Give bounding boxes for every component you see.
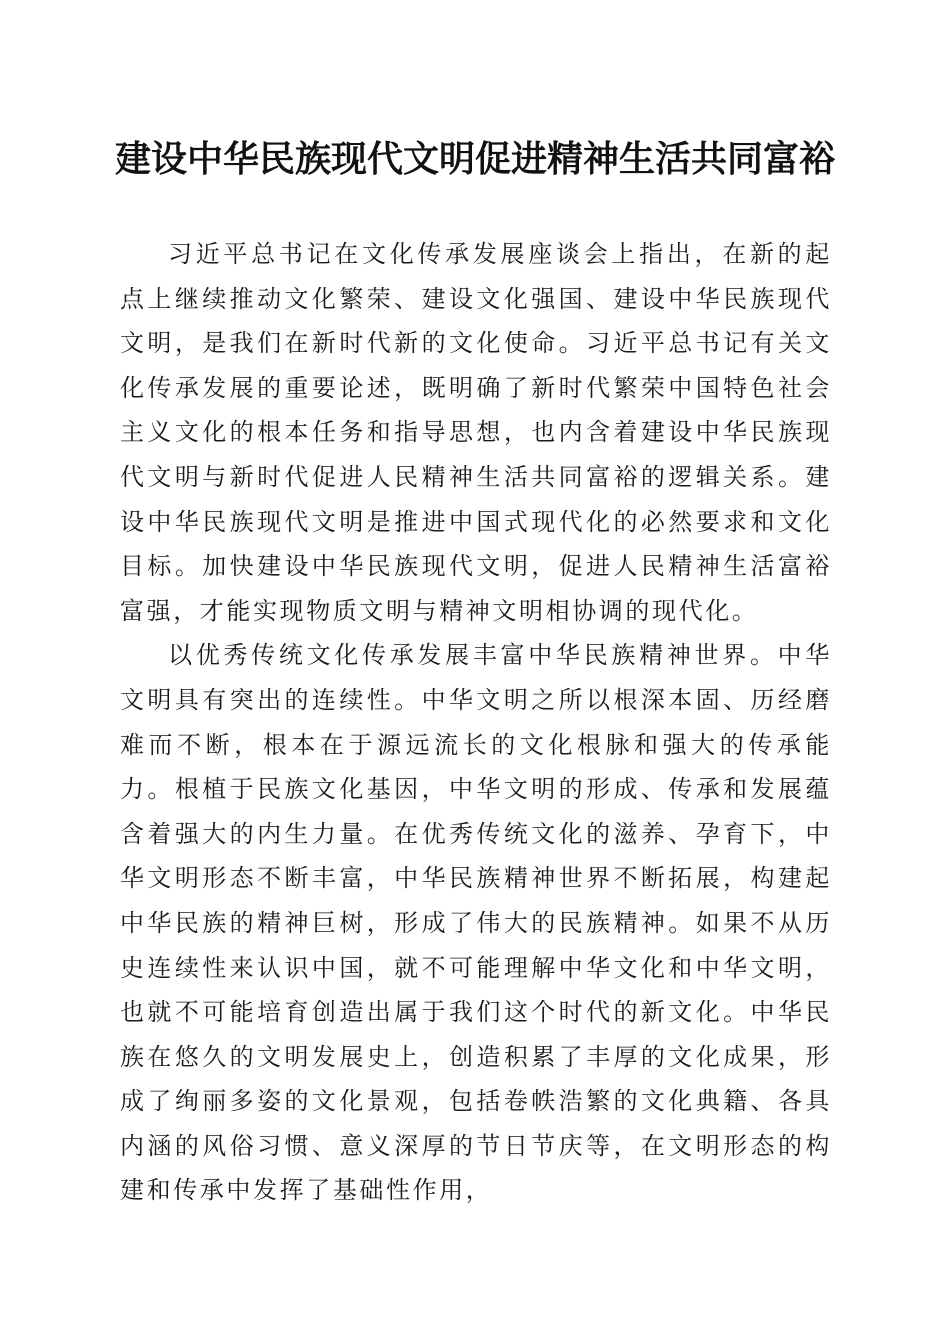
document-body <box>120 232 832 1213</box>
paragraph-1: 习近平总书记在文化传承发展座谈会上指出，在新的起点上继续推动文化繁荣、建设文化强国、建设中华民族现代文明，是我们在新时代新的文化使命。习近平总书记有关文化传承发展的重要论述，既明确了新时代繁荣中国特色社会主义文化的根本任务和指导思想，也内含着建设中华民族现代文明与新时代促进人民精神生活共同富裕的逻辑关系。建设中华民族现代文明是推进中国式现代化的必然要求和文化目标。加快建设中华民族现代文明，促进人民精神生活富裕富强，才能实现物质文明与精神文明相协调的现代化。 <box>120 240 832 625</box>
paragraph-2: 以优秀传统文化传承发展丰富中华民族精神世界。中华文明具有突出的连续性。中华文明之所以根深本固、历经磨难而不断，根本在于源远流长的文化根脉和强大的传承能力。根植于民族文化基因，中华文明的形成、传承和发展蕴含着强大的内生力量。在优秀传统文化的滋养、孕育下，中华文明形态不断丰富，中华民族精神世界不断拓展，构建起中华民族的精神巨树，形成了伟大的民族精神。如果不从历史连续性来认识中国，就不可能理解中华文化和中华文明，也就不可能培育创造出属于我们这个时代的新文化。中华民族在悠久的文明发展史上，创造积累了丰厚的文化成果，形成了绚丽多姿的文化景观，包括卷帙浩繁的文化典籍、各具内涵的风俗习惯、意义深厚的节日节庆等，在文明形态的构建和传承中发挥了基础性作用， <box>120 641 832 1205</box>
document-title: 建设中华民族现代文明促进精神生活共同富裕 <box>114 138 835 180</box>
